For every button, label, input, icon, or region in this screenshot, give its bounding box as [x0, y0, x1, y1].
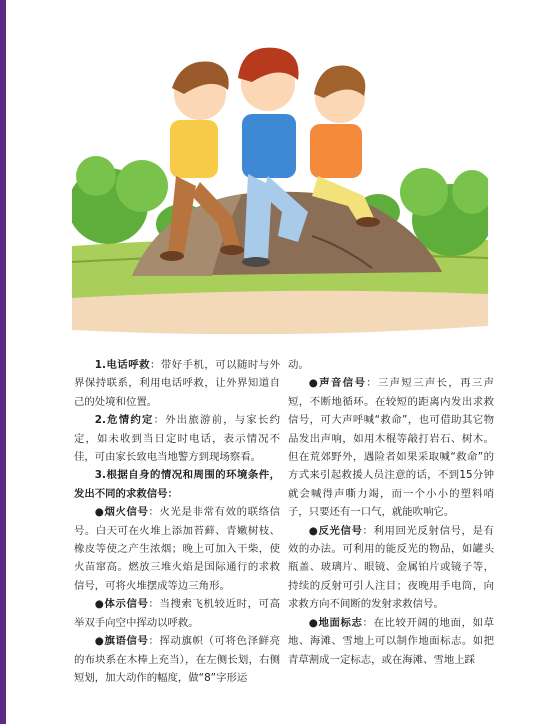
- right-text-column: [288, 356, 494, 669]
- heading-ground-marker: ●地面标志: [308, 616, 363, 629]
- heading-fire-signal: ●烟火信号: [94, 506, 149, 519]
- text-fire-signal: ：火光是非常有效的联络信号。白天可在火堆上添加苔藓、青嫩树枝、橡皮等使之产生浓烟；晚上可加入干柴，使火苗窜高。燃放三堆火焰是国际通行的求救信号，可将火堆摆成等边三角形。: [74, 506, 280, 592]
- text-emergency-arrangement: ：外出旅游前，与家长约定，如未收到当日定时电话，表示情况不佳，可由家长致电当地警方到现场察看。: [74, 414, 280, 464]
- text-flag-signal: ：挥动旗帜（可将色泽鲜亮的布块系在木棒上充当），在左侧长划，右侧短划，加大动作的幅度，做“8”字形运: [74, 635, 280, 684]
- paragraph-body-signal: [74, 595, 280, 632]
- paragraph-fire-signal: [74, 503, 280, 595]
- paragraph-sound-signal: [288, 374, 494, 521]
- text-sound-signal: ：三声短三声长，再三声短，不断地循环。在较短的距离内发出求救信号，可大声呼喊“救命”，也可借助其它物品发出声响，如用木棍等敲打岩石、树木。但在荒郊野外，遇险者如果采取喊“救命”的方式来引起救援人员注意的话，不到15分钟就会喊得声嘶力竭，而一个小小的塑料哨子，只要还有一口气，就能吹响它。: [288, 377, 494, 519]
- left-text-column: [74, 356, 280, 687]
- text-ground-marker: ：在比较开阔的地面，如草地、海滩、雪地上可以制作地面标志。如把青草割成一定标志，或在海滩、雪地上踩: [288, 616, 494, 666]
- text-phone-call: ：带好手机，可以随时与外界保持联系，利用电话呼救，让外界知道自己的处境和位置。: [74, 359, 280, 408]
- paragraph-continuation: 动。: [288, 359, 309, 371]
- heading-reflection-signal: ●反光信号: [308, 524, 363, 537]
- paragraph-signals-intro: [74, 466, 280, 503]
- heading-emergency-arrangement: 2.危情约定: [94, 414, 154, 427]
- three-boys-sitting-on-rock-illustration: [72, 36, 488, 336]
- paragraph-flag-signal: [74, 632, 280, 687]
- heading-signals-intro: 3.根据自身的情况和周围的环境条件，发出不同的求救信号：: [74, 469, 280, 500]
- page-edge-bar: [0, 0, 6, 724]
- heading-flag-signal: ●旗语信号: [94, 635, 149, 648]
- paragraph-emergency-arrangement: [74, 411, 280, 466]
- heading-body-signal: ●体示信号: [94, 598, 149, 611]
- text-body-signal: ：当搜索飞机较近时，可高举双手向空中挥动以呼救。: [74, 598, 280, 629]
- paragraph-reflection-signal: [288, 522, 494, 614]
- text-reflection-signal: ：利用回光反射信号，是有效的办法。可利用的能反光的物品，如罐头瓶盖、玻璃片、眼镜、金属铂片或镜子等，持续的反射可引人注目；夜晚用手电筒，向求救方向不间断的发射求救信号。: [288, 524, 494, 611]
- paragraph-phone-call: [74, 356, 280, 411]
- heading-phone-call: 1.电话呼救: [94, 359, 150, 371]
- heading-sound-signal: ●声音信号: [308, 377, 367, 390]
- paragraph-ground-marker: [288, 614, 494, 669]
